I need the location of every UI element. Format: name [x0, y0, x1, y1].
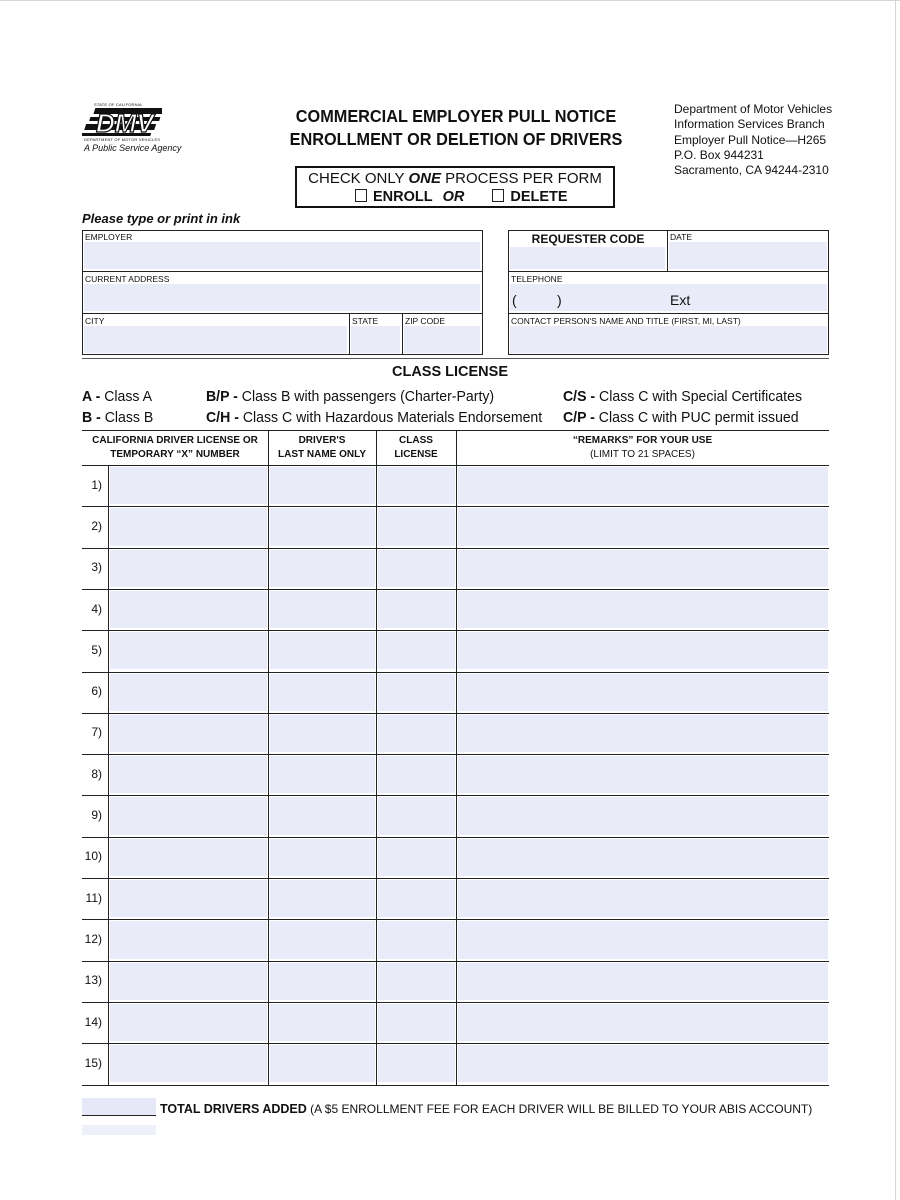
mailing-address — [674, 102, 832, 178]
employer-label: EMPLOYER — [85, 232, 133, 242]
process-options — [355, 189, 568, 205]
row-divider — [82, 919, 829, 920]
class-license-item — [563, 409, 799, 426]
contact-person-field[interactable] — [510, 326, 827, 353]
last-name-cell[interactable] — [270, 921, 375, 958]
class-code: B - — [82, 409, 101, 426]
license-number-cell[interactable] — [110, 508, 267, 545]
last-name-cell[interactable] — [270, 550, 375, 587]
class-license-cell[interactable] — [378, 550, 455, 587]
column-header-license-number — [82, 434, 268, 462]
header-line: TEMPORARY “X” NUMBER — [110, 449, 240, 460]
row-number: 4) — [91, 601, 102, 616]
telephone-ext-label: Ext — [670, 292, 691, 308]
total-drivers-field[interactable] — [82, 1098, 156, 1116]
form-title-line-1: COMMERCIAL EMPLOYER PULL NOTICE — [295, 106, 617, 126]
class-license-item — [563, 388, 802, 405]
city-field[interactable] — [84, 326, 347, 353]
remarks-cell[interactable] — [458, 674, 828, 711]
class-code: C/S - — [563, 388, 596, 405]
remarks-cell[interactable] — [458, 715, 828, 752]
license-number-cell[interactable] — [110, 715, 267, 752]
last-name-cell[interactable] — [270, 632, 375, 669]
class-description: Class A — [100, 388, 153, 405]
row-number: 7) — [91, 725, 102, 740]
logo-top-text: STATE OF CALIFORNIA — [94, 102, 142, 107]
total-drivers-label: TOTAL DRIVERS ADDED — [160, 1102, 307, 1116]
row-number: 6) — [91, 684, 102, 699]
license-number-cell[interactable] — [110, 880, 267, 917]
row-number: 2) — [91, 518, 102, 533]
process-instruction — [297, 170, 613, 187]
telephone-label: TELEPHONE — [511, 274, 563, 284]
last-name-cell[interactable] — [270, 880, 375, 917]
header-line: LICENSE — [394, 449, 438, 460]
class-license-cell[interactable] — [378, 632, 455, 669]
row-divider — [82, 589, 829, 590]
row-divider — [82, 506, 829, 507]
zip-code-label: ZIP CODE — [405, 316, 445, 326]
class-license-item — [82, 409, 153, 426]
last-name-cell[interactable] — [270, 963, 375, 1000]
process-prefix: CHECK ONLY — [308, 170, 409, 187]
last-name-cell[interactable] — [270, 756, 375, 793]
remarks-cell[interactable] — [458, 880, 828, 917]
row-number: 9) — [91, 808, 102, 823]
row-number: 8) — [91, 766, 102, 781]
class-license-cell[interactable] — [378, 756, 455, 793]
logo-mark-text: DMV — [96, 108, 154, 138]
class-license-cell[interactable] — [378, 467, 455, 504]
last-name-cell[interactable] — [270, 715, 375, 752]
row-divider — [82, 1043, 829, 1044]
class-description: Class B with passengers (Charter-Party) — [237, 388, 495, 405]
column-header-remarks — [456, 434, 829, 462]
row-divider — [82, 672, 829, 673]
total-drivers-note — [160, 1102, 812, 1116]
dmv-logo-mark — [82, 106, 162, 138]
class-license-cell[interactable] — [378, 1045, 455, 1082]
class-license-cell[interactable] — [378, 797, 455, 834]
last-name-cell[interactable] — [270, 674, 375, 711]
contact-person-label: CONTACT PERSON'S NAME AND TITLE (FIRST, MI, LAST) — [511, 316, 741, 326]
license-number-cell[interactable] — [110, 550, 267, 587]
class-code: C/H - — [206, 409, 239, 426]
column-divider — [268, 430, 269, 1085]
remarks-cell[interactable] — [458, 550, 828, 587]
address-line: Sacramento, CA 94244-2310 — [674, 163, 829, 178]
or-label: OR — [442, 189, 465, 205]
license-number-cell[interactable] — [110, 674, 267, 711]
logo-bottom-text: DEPARTMENT OF MOTOR VEHICLES — [84, 137, 161, 142]
row-number: 13) — [84, 973, 102, 988]
row-number: 3) — [91, 560, 102, 575]
class-code: C/P - — [563, 409, 595, 426]
process-selection-box — [295, 166, 615, 208]
telephone-paren-close: ) — [557, 292, 562, 308]
last-name-cell[interactable] — [270, 1045, 375, 1082]
license-number-cell[interactable] — [110, 756, 267, 793]
delete-checkbox[interactable] — [492, 189, 504, 202]
remarks-cell[interactable] — [458, 1004, 828, 1041]
current-address-label: CURRENT ADDRESS — [85, 274, 170, 284]
class-license-cell[interactable] — [378, 508, 455, 545]
address-line: Employer Pull Notice—H265 — [674, 132, 827, 147]
form-title-line-2: ENROLLMENT OR DELETION OF DRIVERS — [289, 129, 623, 149]
header-line: LAST NAME ONLY — [278, 449, 366, 460]
last-name-cell[interactable] — [270, 591, 375, 628]
process-suffix: PROCESS PER FORM — [440, 170, 602, 187]
class-description: Class C with Hazardous Materials Endorsement — [238, 409, 543, 426]
class-license-cell[interactable] — [378, 715, 455, 752]
class-license-cell[interactable] — [378, 591, 455, 628]
total-drivers-field-extra[interactable] — [82, 1125, 156, 1135]
remarks-cell[interactable] — [458, 921, 828, 958]
header-line: DRIVER'S — [298, 435, 346, 446]
zip-code-field[interactable] — [404, 326, 480, 353]
section-divider — [82, 358, 829, 359]
license-number-cell[interactable] — [110, 797, 267, 834]
address-line: Department of Motor Vehicles — [674, 102, 833, 116]
last-name-cell[interactable] — [270, 839, 375, 876]
logo-tagline: A Public Service Agency — [84, 143, 182, 153]
row-divider — [82, 630, 829, 631]
state-label: STATE — [352, 316, 379, 326]
license-number-cell[interactable] — [110, 632, 267, 669]
row-number: 1) — [91, 477, 102, 492]
class-license-cell[interactable] — [378, 880, 455, 917]
last-name-cell[interactable] — [270, 467, 375, 504]
license-number-cell[interactable] — [110, 467, 267, 504]
header-line: “REMARKS” FOR YOUR USE — [572, 435, 713, 446]
row-divider — [82, 961, 829, 962]
divider — [82, 271, 483, 272]
last-name-cell[interactable] — [270, 508, 375, 545]
total-drivers-fee-note: (A $5 ENROLLMENT FEE FOR EACH DRIVER WILL BE BILLED TO YOUR ABIS ACCOUNT) — [306, 1102, 813, 1116]
license-number-cell[interactable] — [110, 839, 267, 876]
column-divider — [108, 465, 109, 1085]
current-address-field[interactable] — [84, 284, 480, 311]
enroll-label: ENROLL — [373, 189, 433, 205]
address-line: P.O. Box 944231 — [674, 147, 764, 162]
remarks-cell[interactable] — [458, 591, 828, 628]
ink-instruction: Please type or print in ink — [82, 211, 241, 226]
header-line: CLASS — [399, 435, 433, 446]
remarks-cell[interactable] — [458, 839, 828, 876]
row-divider — [82, 837, 829, 838]
license-number-cell[interactable] — [110, 591, 267, 628]
divider — [402, 313, 403, 355]
row-number: 12) — [84, 931, 102, 946]
class-license-item — [206, 388, 494, 405]
date-label: DATE — [670, 232, 693, 242]
page-edge-right — [895, 0, 896, 1200]
last-name-cell[interactable] — [270, 797, 375, 834]
class-license-item — [206, 409, 542, 426]
column-header-last-name — [268, 434, 376, 462]
row-divider — [82, 878, 829, 879]
license-number-cell[interactable] — [110, 921, 267, 958]
license-number-cell[interactable] — [110, 1045, 267, 1082]
row-divider — [82, 1002, 829, 1003]
divider — [82, 313, 483, 314]
divider — [667, 230, 668, 271]
class-description: Class B — [100, 409, 154, 426]
class-description: Class C with PUC permit issued — [594, 409, 799, 426]
employer-field[interactable] — [84, 242, 480, 269]
row-divider — [82, 1085, 829, 1086]
row-number: 11) — [85, 890, 102, 905]
remarks-cell[interactable] — [458, 756, 828, 793]
remarks-cell[interactable] — [458, 1045, 828, 1082]
class-license-cell[interactable] — [378, 674, 455, 711]
address-line: Information Services Branch — [674, 117, 825, 132]
row-number: 10) — [84, 849, 102, 864]
remarks-cell[interactable] — [458, 632, 828, 669]
class-license-item — [82, 388, 152, 405]
class-license-cell[interactable] — [378, 921, 455, 958]
remarks-cell[interactable] — [458, 508, 828, 545]
requester-code-label: REQUESTER CODE — [531, 232, 645, 246]
column-divider — [456, 430, 457, 1085]
process-emphasis: ONE — [408, 170, 441, 187]
divider — [349, 313, 350, 355]
requester-code-field[interactable] — [510, 247, 665, 269]
class-code: A - — [82, 388, 101, 405]
divider — [508, 313, 829, 314]
row-divider — [82, 548, 829, 549]
header-line: CALIFORNIA DRIVER LICENSE OR — [92, 435, 258, 446]
date-field[interactable] — [669, 242, 827, 269]
city-label: CITY — [85, 316, 105, 326]
class-license-cell[interactable] — [378, 1004, 455, 1041]
header-line: (LIMIT TO 21 SPACES) — [590, 449, 695, 460]
row-number: 5) — [91, 642, 102, 657]
remarks-cell[interactable] — [458, 797, 828, 834]
remarks-cell[interactable] — [458, 963, 828, 1000]
row-divider — [82, 754, 829, 755]
row-divider — [82, 713, 829, 714]
license-number-cell[interactable] — [110, 1004, 267, 1041]
class-description: Class C with Special Certificates — [595, 388, 802, 405]
row-number: 14) — [84, 1014, 102, 1029]
row-number: 15) — [84, 1055, 102, 1070]
enroll-checkbox[interactable] — [355, 189, 367, 202]
class-license-cell[interactable] — [378, 839, 455, 876]
class-code: B/P - — [206, 388, 238, 405]
remarks-cell[interactable] — [458, 467, 828, 504]
delete-label: DELETE — [510, 189, 568, 205]
class-license-cell[interactable] — [378, 963, 455, 1000]
class-license-title: CLASS LICENSE — [391, 364, 508, 380]
column-divider — [376, 430, 377, 1085]
page-edge-top — [0, 0, 900, 1]
column-header-class-license — [376, 434, 456, 462]
license-number-cell[interactable] — [110, 963, 267, 1000]
divider — [508, 271, 829, 272]
row-divider — [82, 795, 829, 796]
last-name-cell[interactable] — [270, 1004, 375, 1041]
telephone-paren-open: ( — [512, 292, 517, 308]
state-field[interactable] — [351, 326, 400, 353]
